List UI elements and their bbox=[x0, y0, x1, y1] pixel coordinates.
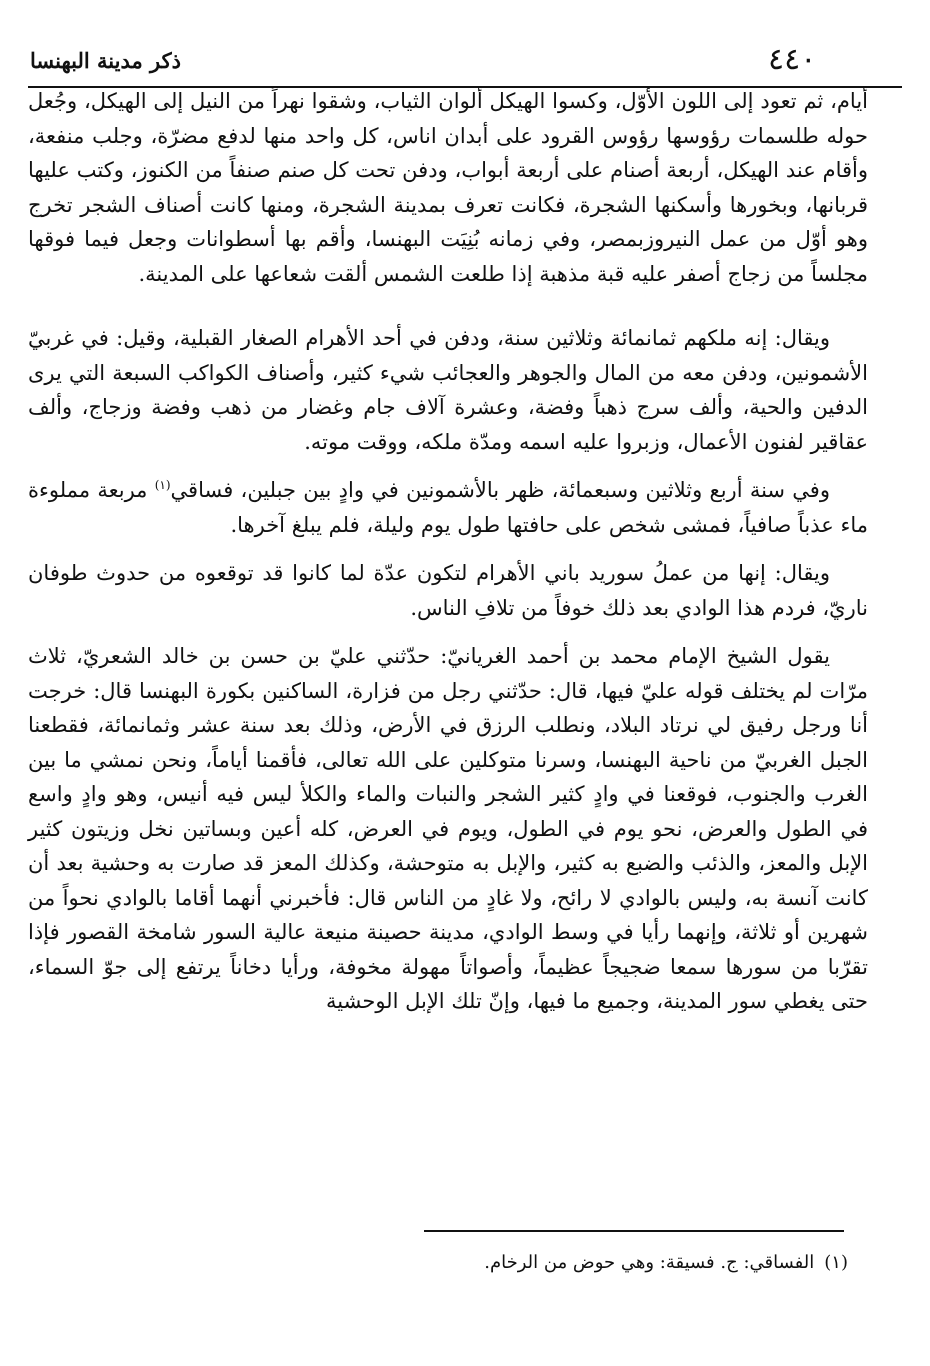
footnote-rule bbox=[424, 1230, 844, 1232]
paragraph-4: ويقال: إنها من عملُ سوريد باني الأهرام لتكون عدّة لما كانوا قد توقعوه من حدوث طوفان ناريّ، فردم هذا الوادي بعد ذلك خوفاً من تلافِ الناس. bbox=[28, 561, 868, 620]
footnote-reference: (١) bbox=[154, 478, 171, 492]
page-header bbox=[0, 38, 930, 88]
paragraph-gap bbox=[28, 459, 868, 473]
paragraph-3-text-start: وفي سنة أربع وثلاثين وسبعمائة، ظهر بالأشمونين في وادٍ بين جبلين، فساقي bbox=[170, 478, 830, 502]
paragraph-2: ويقال: إنه ملكهم ثمانمائة وثلاثين سنة، ودفن في أحد الأهرام الصغار القبلية، وقيل: في غربيّ الأشمونين، ودفن معه من المال والجوهر والعجائب شيء كثير، وأصناف الكواكب السبعة التي يرى الدفين والحية، وألف سرج ذهباً وفضة، وعشرة آلاف جام وغضار من ذهب وفضة وزجاج، وألف عقاقير لفنون الأعمال، وزبروا عليه اسمه ومدّة ملكه، ووقت موته. bbox=[28, 326, 868, 454]
footnote bbox=[300, 1250, 848, 1276]
page-number: ٤٤٠ bbox=[768, 42, 817, 77]
paragraph-5: يقول الشيخ الإمام محمد بن أحمد الغريانيّ: حدّثني عليّ بن حسن بن خالد الشعريّ، ثلاث مرّات لم يختلف قوله عليّ فيها، قال: حدّثني رجل من فزارة، الساكنين بكورة البهنسا قال: خرجت أنا ورجل رفيق لي نرتاد البلاد، ونطلب الرزق في الأرض، وذلك بعد سنة عشر وثمانمائة، فقطعنا الجبل الغربيّ من ناحية البهنسا، وسرنا متوكلين على الله تعالى، فأقمنا أياماً، ونحن نمشي ما بين الغرب والجنوب، فوقعنا في وادٍ كثير الشجر والنبات والماء والكلأ ليس فيه أنيس، وهو وادٍ واسع في الطول والعرض، نحو يوم في الطول، ويوم في العرض، كله أعين وبساتين نخل وزيتون كثير الإبل والمعز، والذئب والضبع به كثير، والإبل به متوحشة، وكذلك المعز قد صارت به وحشية بعد أن كانت آنسة به، وليس بالوادي لا رائح، ولا غادٍ من الناس قال: فأخبرني أنهما أقاما بالوادي نحواً من شهرين أو ثلاثة، وإنهما رأيا في وسط الوادي، مدينة حصينة منيعة عالية السور شامخة القصور فإذا تقرّبا من سورها سمعا ضجيجاً عظيماً، وأصواتاً مهولة مخوفة، ورأيا دخاناً يرتفع إلى جوّ السماء، حتى يغطي سور المدينة، وجميع ما فيها، وإنّ تلك الإبل الوحشية bbox=[28, 644, 869, 1013]
paragraph-3-text-end: مربعة مملوءة ماء عذباً صافياً، فمشى شخص على حافتها طول يوم وليلة، فلم يبلغ آخرها. bbox=[28, 478, 868, 537]
paragraph-gap bbox=[28, 625, 868, 639]
paragraph-3 bbox=[28, 473, 868, 542]
paragraph-gap bbox=[28, 542, 868, 556]
footnote-text: الفساقي: ج. فسيقة: وهي حوض من الرخام. bbox=[484, 1252, 815, 1273]
footnote-marker: (١) bbox=[824, 1252, 848, 1273]
running-title: ذكر مدينة البهنسا bbox=[30, 48, 181, 73]
paragraph-gap bbox=[28, 291, 868, 321]
paragraph-1: أيام، ثم تعود إلى اللون الأوّل، وكسوا الهيكل ألوان الثياب، وشقوا نهراً من النيل إلى الهيكل، وجُعل حوله طلسمات رؤوسها رؤوس القرود على أبدان اناس، كل واحد منها لدفع مضرّة، وجلب منفعة، وأقام عند الهيكل، أربعة أصنام على أربعة أبواب، ودفن تحت كل صنم صنفاً من الكنوز، وكتب عليها قربانها، وبخورها وأسكنها الشجرة، فكانت تعرف بمدينة الشجرة، ومنها كانت أصناف الشجر تخرج وهو أوّل من عمل النيروزبمصر، وفي زمانه بُنِيَت البهنسا، وأقم بها أسطوانات وجعل فيما فوقها مجلساً من زجاج أصفر عليه قبة مذهبة إذا طلعت الشمس ألقت شعاعها على المدينة. bbox=[28, 89, 868, 286]
body-text bbox=[28, 84, 868, 1019]
